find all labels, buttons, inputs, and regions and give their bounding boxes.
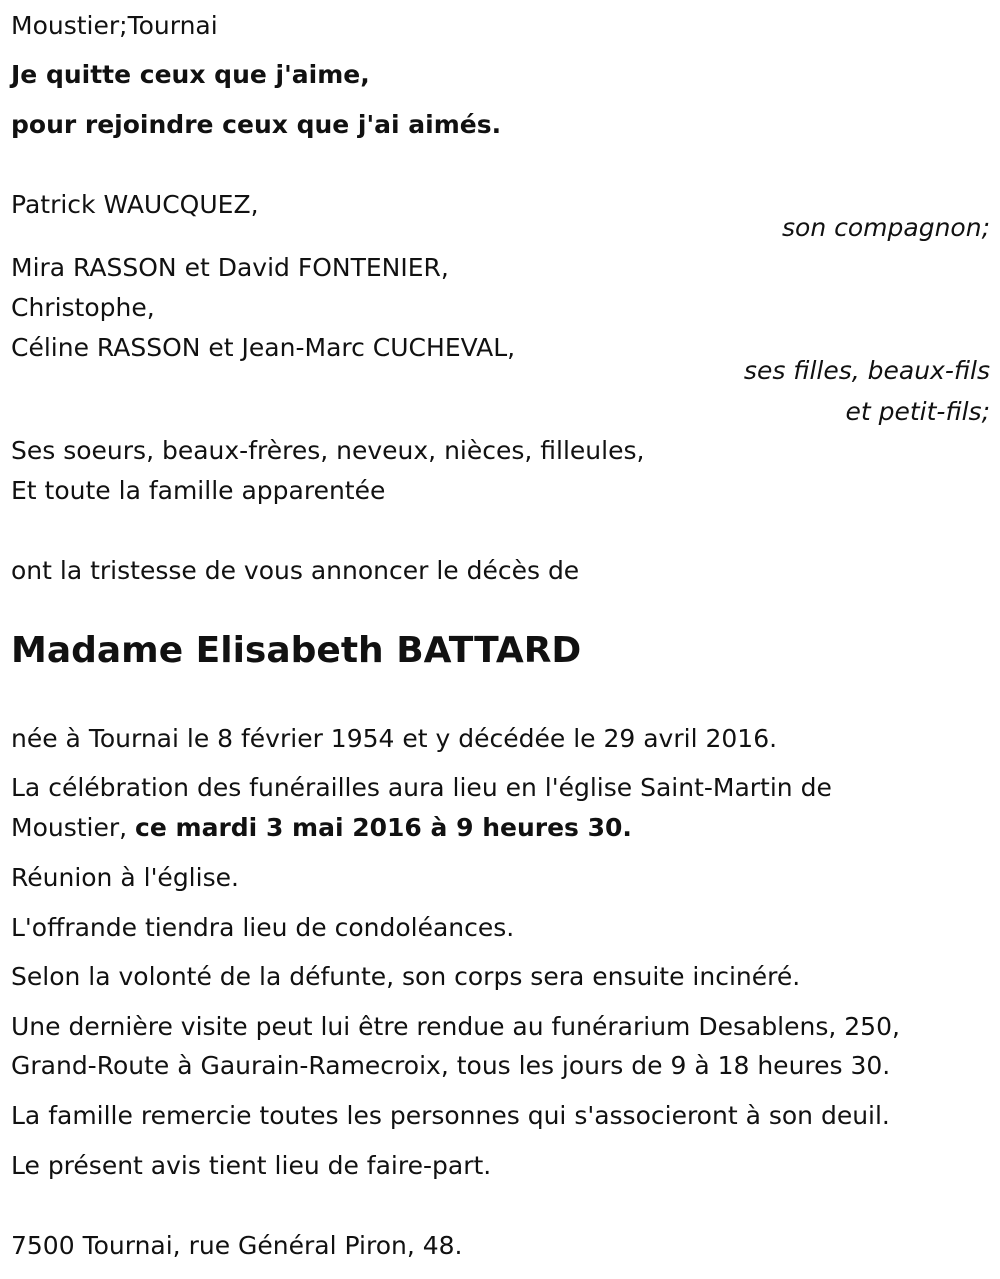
address: 7500 Tournai, rue Général Piron, 48. — [11, 1231, 463, 1260]
visit-line-1: Une dernière visite peut lui être rendue au funérarium Desablens, 250, — [11, 1012, 900, 1041]
ceremony-line-1: La célébration des funérailles aura lieu en l'église Saint-Martin de — [11, 773, 832, 802]
offering: L'offrande tiendra lieu de condoléances. — [11, 913, 515, 942]
thanks: La famille remercie toutes les personnes qui s'associeront à son deuil. — [11, 1101, 890, 1130]
cremation: Selon la volonté de la défunte, son corps sera ensuite incinéré. — [11, 962, 801, 991]
companion-role: son compagnon; — [782, 213, 990, 242]
meeting: Réunion à l'église. — [11, 863, 239, 892]
ceremony-datetime: ce mardi 3 mai 2016 à 9 heures 30. — [135, 813, 632, 842]
visit-line-2: Grand-Route à Gaurain-Ramecroix, tous les jours de 9 à 18 heures 30. — [11, 1051, 891, 1080]
child-3: Céline RASSON et Jean-Marc CUCHEVAL, — [11, 333, 516, 362]
ceremony-place: Moustier, — [11, 813, 136, 842]
deceased-name: Madame Elisabeth BATTARD — [11, 630, 582, 671]
others-line-2: Et toute la famille apparentée — [11, 476, 386, 505]
others-line-1: Ses soeurs, beaux-frères, neveux, nièces, filleules, — [11, 436, 645, 465]
birth-death: née à Tournai le 8 février 1954 et y décédée le 29 avril 2016. — [11, 724, 778, 753]
companion-name: Patrick WAUCQUEZ, — [11, 190, 259, 219]
children-role-line-1: ses filles, beaux-fils — [743, 356, 990, 385]
announcement: ont la tristesse de vous annoncer le décès de — [11, 556, 580, 585]
location: Moustier;Tournai — [11, 11, 218, 40]
ceremony-line-2 — [11, 808, 632, 848]
notice: Le présent avis tient lieu de faire-part. — [11, 1151, 492, 1180]
quote-line-2: pour rejoindre ceux que j'ai aimés. — [11, 110, 502, 139]
child-2: Christophe, — [11, 293, 155, 322]
children-role-line-2: et petit-fils; — [845, 397, 990, 426]
child-1: Mira RASSON et David FONTENIER, — [11, 253, 449, 282]
quote-line-1: Je quitte ceux que j'aime, — [11, 60, 370, 89]
